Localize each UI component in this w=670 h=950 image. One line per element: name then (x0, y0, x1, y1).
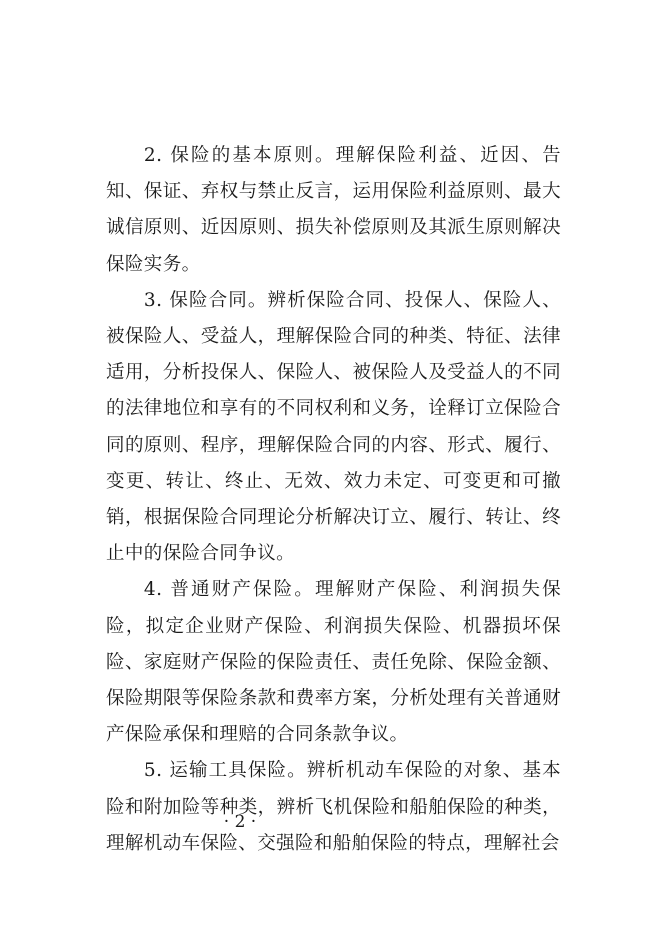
paragraph-5: 5. 运输工具保险。辨析机动车保险的对象、基本险和附加险等种类，辨析飞机保险和船舶保险的种类，理解机动车保险、交强险和船舶保险的特点，理解社会 (106, 760, 561, 854)
paragraph-2: 2. 保险的基本原则。理解保险利益、近因、告知、保证、弃权与禁止反言，运用保险利益原则、最大诚信原则、近因原则、损失补偿原则及其派生原则解决保险实务。 (106, 145, 561, 275)
page-number: · 2 · (223, 812, 257, 832)
paragraph-4: 4. 普通财产保险。理解财产保险、利润损失保险，拟定企业财产保险、利润损失保险、机器损坏保险、家庭财产保险的保险责任、责任免除、保险金额、保险期限等保险条款和费率方案，分析处理有关普通财产保险承保和理赔的合同条款争议。 (106, 579, 561, 746)
body-text (106, 138, 561, 862)
page-number-footer (0, 812, 670, 832)
paragraph-3: 3. 保险合同。辨析保险合同、投保人、保险人、被保险人、受益人，理解保险合同的种类、特征、法律适用，分析投保人、保险人、被保险人及受益人的不同的法律地位和享有的不同权利和义务，诠释订立保险合同的原则、程序，理解保险合同的内容、形式、履行、变更、转让、终止、无效、效力未定、可变更和可撤销，根据保险合同理论分析解决订立、履行、转让、终止中的保险合同争议。 (106, 289, 561, 565)
